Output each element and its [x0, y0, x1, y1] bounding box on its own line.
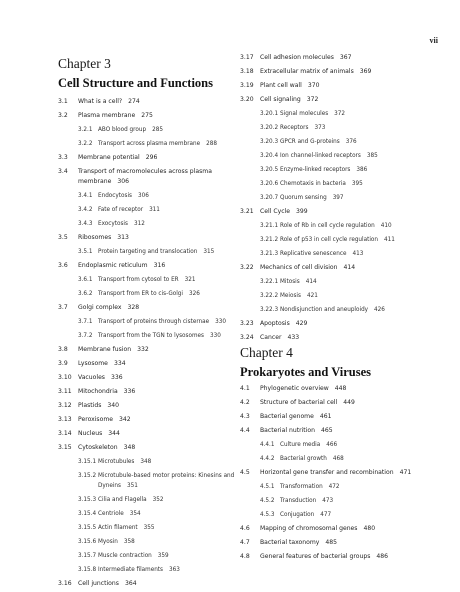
- toc-entry-number: 3.20.4: [260, 153, 279, 159]
- toc-entry-number: 3.18: [240, 68, 254, 75]
- toc-subsection-entry: [240, 165, 438, 175]
- toc-entry-page: 414: [305, 279, 317, 285]
- toc-entry-page: 340: [107, 402, 120, 409]
- chapter-4-title: Prokaryotes and Viruses: [240, 365, 372, 379]
- toc-entry-page: 376: [345, 139, 357, 145]
- toc-entry-number: 3.20.2: [260, 125, 279, 131]
- toc-entry-number: 3.1: [58, 98, 68, 105]
- toc-entry-page: 480: [363, 525, 376, 532]
- toc-entry-page: 426: [374, 307, 385, 313]
- toc-entry-page: 461: [319, 413, 332, 420]
- toc-entry-title: Extracellular matrix of animals: [260, 68, 354, 75]
- toc-entry-title: Endocytosis: [98, 193, 132, 199]
- toc-subsection-entry: [58, 495, 236, 505]
- toc-entry-title: Receptors: [280, 125, 309, 131]
- toc-entry-number: 3.6.2: [78, 291, 93, 297]
- toc-subsection-entry: [240, 109, 438, 119]
- toc-subsection-entry: [240, 440, 438, 450]
- toc-entry-title: Mechanics of cell division: [260, 264, 338, 271]
- toc-entry-page: 471: [399, 469, 412, 476]
- toc-entry-page: 306: [138, 193, 149, 199]
- toc-section-entry: [240, 524, 438, 534]
- toc-entry-number: 3.21.2: [260, 237, 279, 243]
- toc-entry-page: 313: [117, 234, 129, 241]
- toc-entry-title: Plasma membrane: [78, 112, 136, 119]
- toc-entry-page: 336: [123, 388, 136, 395]
- toc-entry-title: Membrane fusion: [78, 346, 132, 353]
- toc-entry-title: Bacterial nutrition: [260, 427, 315, 434]
- toc-entry-title: Replicative senescence: [280, 251, 347, 257]
- toc-entry-number: 3.15.8: [78, 567, 97, 573]
- toc-section-entry: [58, 373, 236, 383]
- toc-entry-page: 411: [384, 237, 395, 243]
- toc-section-entry: [240, 426, 438, 436]
- toc-entry-number: 4.4.2: [260, 456, 275, 462]
- toc-entry-title: Golgi complex: [78, 304, 122, 311]
- toc-entry-page: 399: [295, 208, 308, 215]
- toc-entry-title: Enzyme-linked receptors: [280, 167, 351, 173]
- toc-section-entry: [58, 401, 236, 411]
- toc-section-entry: [240, 95, 438, 105]
- toc-entry-page: 316: [153, 262, 166, 269]
- toc-entry-number: 3.22.3: [260, 307, 279, 313]
- toc-entry-title: Horizontal gene transfer and recombination: [260, 469, 394, 476]
- toc-entry-number: 3.17: [240, 54, 254, 61]
- toc-entry-title: Fate of receptor: [98, 207, 144, 213]
- toc-entry-page: 473: [322, 498, 334, 504]
- toc-entry-title: Peroxisome: [78, 416, 114, 423]
- toc-entry-page: 315: [203, 249, 215, 255]
- toc-entry-title: Protein targeting and translocation: [98, 249, 198, 255]
- toc-subsection-entry: [58, 247, 236, 257]
- toc-subsection-entry: [240, 277, 438, 287]
- toc-entry-page: 367: [339, 54, 352, 61]
- toc-entry-page: 486: [376, 553, 389, 560]
- toc-section-entry: [240, 319, 438, 329]
- toc-entry-title: Mitosis: [280, 279, 300, 285]
- toc-entry-title: Cilia and Flagella: [98, 497, 147, 503]
- toc-entry-number: 3.20.1: [260, 111, 279, 117]
- toc-entry-title: Intermediate filaments: [98, 567, 163, 573]
- toc-entry-title: ABO blood group: [98, 127, 147, 133]
- toc-section-entry: [58, 233, 236, 243]
- toc-entry-number: 3.15: [58, 444, 72, 451]
- toc-entry-title: Ribosomes: [78, 234, 112, 241]
- toc-entry-title: Microtubule-based motor proteins: Kinesins and Dyneins: [98, 473, 235, 489]
- toc-entry-number: 3.4.1: [78, 193, 93, 199]
- toc-entry-page: 344: [108, 430, 120, 437]
- toc-entry-number: 3.16: [58, 580, 72, 587]
- toc-entry-page: 348: [123, 444, 136, 451]
- toc-entry-title: Lysosome: [78, 360, 108, 367]
- toc-section-entry: [58, 303, 236, 313]
- toc-entry-title: Cell junctions: [78, 580, 119, 587]
- toc-subsection-entry: [58, 289, 236, 299]
- toc-entry-page: 477: [320, 512, 332, 518]
- toc-entry-number: 3.21.3: [260, 251, 279, 257]
- toc-entry-number: 3.22.2: [260, 293, 279, 299]
- toc-subsection-entry: [240, 123, 438, 133]
- toc-entry-number: 3.15.2: [78, 473, 97, 479]
- toc-entry-number: 3.4.3: [78, 221, 93, 227]
- toc-entry-number: 4.1: [240, 385, 250, 392]
- toc-entry-number: 3.2.1: [78, 127, 93, 133]
- toc-section-entry: [58, 345, 236, 355]
- toc-entry-page: 359: [157, 553, 169, 559]
- toc-entry-title: Cancer: [260, 334, 282, 341]
- toc-entry-number: 4.4.1: [260, 442, 275, 448]
- toc-entry-number: 3.12: [58, 402, 72, 409]
- toc-section-entry: [58, 443, 236, 453]
- toc-entry-page: 328: [127, 304, 140, 311]
- toc-entry-page: 296: [145, 154, 158, 161]
- toc-entry-number: 3.10: [58, 374, 72, 381]
- toc-entry-page: 342: [119, 416, 131, 423]
- toc-entry-number: 3.2.2: [78, 141, 93, 147]
- toc-entry-page: 364: [124, 580, 137, 587]
- toc-entry-page: 352: [152, 497, 164, 503]
- toc-entry-title: Role of p53 in cell cycle regulation: [280, 237, 378, 243]
- toc-entry-page: 410: [380, 223, 392, 229]
- toc-entry-title: Membrane potential: [78, 154, 140, 161]
- toc-entry-title: Endoplasmic reticulum: [78, 262, 148, 269]
- toc-entry-page: 285: [152, 127, 163, 133]
- toc-entry-title: Apoptosis: [260, 320, 290, 327]
- toc-entry-page: 330: [209, 333, 221, 339]
- toc-entry-title: General features of bacterial groups: [260, 553, 371, 560]
- page-number: vii: [429, 36, 438, 45]
- toc-entry-number: 4.7: [240, 539, 250, 546]
- toc-entry-number: 3.15.6: [78, 539, 97, 545]
- toc-entry-page: 355: [143, 525, 155, 531]
- toc-entry-number: 3.15.3: [78, 497, 97, 503]
- toc-subsection-entry: [58, 565, 236, 575]
- toc-section-entry: [240, 412, 438, 422]
- toc-section-entry: [240, 468, 438, 478]
- toc-entry-title: Transport of macromolecules across plasma membrane: [78, 168, 212, 185]
- toc-entry-page: 385: [366, 153, 378, 159]
- toc-section-entry: [240, 263, 438, 273]
- toc-entry-page: 288: [206, 141, 217, 147]
- toc-entry-title: Structure of bacterial cell: [260, 399, 338, 406]
- toc-entry-number: 3.22.1: [260, 279, 279, 285]
- toc-section-entry: [240, 81, 438, 91]
- toc-entry-title: Conjugation: [280, 512, 315, 518]
- toc-section-entry: [58, 387, 236, 397]
- toc-entry-title: Phylogenetic overview: [260, 385, 329, 392]
- toc-subsection-entry: [58, 509, 236, 519]
- toc-entry-number: 3.7: [58, 304, 68, 311]
- toc-entry-title: Muscle contraction: [98, 553, 152, 559]
- toc-entry-title: Transport of proteins through cisternae: [98, 319, 210, 325]
- toc-entry-page: 429: [295, 320, 308, 327]
- toc-entry-page: 449: [343, 399, 355, 406]
- toc-entry-title: Myosin: [98, 539, 118, 545]
- toc-subsection-entry: [58, 537, 236, 547]
- toc-entry-page: 358: [123, 539, 135, 545]
- toc-entry-number: 3.8: [58, 346, 68, 353]
- toc-entry-title: Exocytosis: [98, 221, 128, 227]
- toc-entry-title: Transport from cytosol to ER: [98, 277, 179, 283]
- toc-entry-title: What is a cell?: [78, 98, 123, 105]
- toc-entry-page: 414: [343, 264, 356, 271]
- toc-entry-number: 3.6: [58, 262, 68, 269]
- toc-entry-number: 3.2: [58, 112, 68, 119]
- toc-entry-title: Nucleus: [78, 430, 103, 437]
- toc-entry-title: GPCR and G-proteins: [280, 139, 340, 145]
- toc-entry-page: 332: [137, 346, 149, 353]
- toc-entry-title: Meiosis: [280, 293, 301, 299]
- chapter-3-label: Chapter 3: [58, 56, 111, 71]
- toc-entry-number: 3.15.4: [78, 511, 97, 517]
- toc-entry-page: 466: [326, 442, 338, 448]
- toc-entry-page: 372: [306, 96, 319, 103]
- toc-subsection-entry: [240, 496, 438, 506]
- toc-section-entry: [240, 538, 438, 548]
- toc-subsection-entry: [240, 291, 438, 301]
- toc-entry-page: 326: [189, 291, 200, 297]
- toc-subsection-entry: [240, 249, 438, 259]
- toc-entry-number: 3.7.1: [78, 319, 93, 325]
- toc-entry-number: 4.6: [240, 525, 250, 532]
- toc-subsection-entry: [58, 139, 236, 149]
- toc-entry-page: 311: [149, 207, 160, 213]
- toc-entry-title: Transport from the TGN to lysosomes: [98, 333, 204, 339]
- toc-entry-title: Centriole: [98, 511, 124, 517]
- toc-entry-number: 3.23: [240, 320, 254, 327]
- toc-subsection-entry: [58, 317, 236, 327]
- toc-entry-number: 3.6.1: [78, 277, 93, 283]
- toc-entry-title: Actin filament: [98, 525, 138, 531]
- toc-entry-page: 363: [169, 567, 180, 573]
- toc-entry-number: 3.19: [240, 82, 254, 89]
- toc-subsection-entry: [58, 125, 236, 135]
- toc-entry-number: 3.21.1: [260, 223, 279, 229]
- toc-section-entry: [58, 415, 236, 425]
- toc-entry-title: Transformation: [280, 484, 323, 490]
- toc-entry-number: 3.22: [240, 264, 254, 271]
- toc-section-entry: [240, 398, 438, 408]
- toc-entry-page: 421: [306, 293, 318, 299]
- toc-entry-number: 4.4: [240, 427, 250, 434]
- toc-entry-page: 372: [334, 111, 346, 117]
- toc-entry-page: 485: [325, 539, 338, 546]
- toc-entry-title: Bacterial growth: [280, 456, 327, 462]
- toc-subsection-entry: [240, 193, 438, 203]
- toc-subsection-entry: [240, 454, 438, 464]
- toc-entry-number: 3.5: [58, 234, 68, 241]
- toc-section-entry: [240, 384, 438, 394]
- toc-entry-title: Cytoskeleton: [78, 444, 118, 451]
- toc-section-entry: [58, 429, 236, 439]
- toc-entry-number: 3.15.1: [78, 459, 97, 465]
- toc-entry-number: 4.2: [240, 399, 250, 406]
- toc-entry-page: 433: [287, 334, 300, 341]
- toc-entry-page: 306: [117, 178, 129, 185]
- toc-entry-title: Cell adhesion molecules: [260, 54, 334, 61]
- toc-entry-number: 3.20: [240, 96, 254, 103]
- toc-entry-number: 4.3: [240, 413, 250, 420]
- toc-entry-page: 321: [184, 277, 196, 283]
- toc-entry-title: Cell Cycle: [260, 208, 290, 215]
- toc-subsection-entry: [58, 219, 236, 229]
- toc-entry-number: 3.20.6: [260, 181, 279, 187]
- toc-entry-page: 413: [352, 251, 364, 257]
- toc-entry-title: Culture media: [280, 442, 321, 448]
- toc-subsection-entry: [58, 471, 236, 491]
- toc-section-entry: [240, 333, 438, 343]
- toc-entry-number: 3.3: [58, 154, 68, 161]
- toc-entry-page: 448: [334, 385, 347, 392]
- toc-entry-page: 373: [314, 125, 326, 131]
- toc-entry-number: 4.5: [240, 469, 250, 476]
- toc-entry-number: 3.4: [58, 168, 68, 175]
- toc-entry-page: 397: [332, 195, 344, 201]
- toc-subsection-entry: [240, 305, 438, 315]
- toc-entry-title: Chemotaxis in bacteria: [280, 181, 346, 187]
- toc-entry-page: 395: [351, 181, 363, 187]
- toc-entry-title: Bacterial taxonomy: [260, 539, 320, 546]
- toc-entry-title: Bacterial genome: [260, 413, 314, 420]
- toc-entry-number: 3.20.3: [260, 139, 279, 145]
- toc-entry-title: Vacuoles: [78, 374, 105, 381]
- toc-entry-page: 336: [111, 374, 123, 381]
- toc-subsection-entry: [58, 191, 236, 201]
- toc-entry-page: 334: [113, 360, 126, 367]
- toc-subsection-entry: [240, 137, 438, 147]
- toc-entry-page: 370: [307, 82, 320, 89]
- toc-entry-title: Mitochondria: [78, 388, 118, 395]
- toc-section-entry: [58, 261, 236, 271]
- toc-entry-number: 3.15.7: [78, 553, 97, 559]
- toc-entry-title: Plant cell wall: [260, 82, 302, 89]
- toc-entry-number: 3.20.7: [260, 195, 279, 201]
- toc-subsection-entry: [58, 457, 236, 467]
- toc-entry-page: 369: [359, 68, 372, 75]
- toc-entry-title: Plastids: [78, 402, 102, 409]
- toc-entry-number: 3.14: [58, 430, 72, 437]
- toc-entry-number: 3.15.5: [78, 525, 97, 531]
- toc-section-entry: [240, 53, 438, 63]
- toc-entry-page: 312: [133, 221, 145, 227]
- toc-entry-number: 3.5.1: [78, 249, 93, 255]
- toc-subsection-entry: [240, 221, 438, 231]
- toc-subsection-entry: [240, 151, 438, 161]
- toc-entry-title: Mapping of chromosomal genes: [260, 525, 358, 532]
- toc-entry-number: 3.7.2: [78, 333, 93, 339]
- toc-entry-number: 3.9: [58, 360, 68, 367]
- toc-entry-number: 4.5.1: [260, 484, 275, 490]
- toc-entry-number: 3.11: [58, 388, 72, 395]
- toc-entry-title: Transport across plasma membrane: [98, 141, 201, 147]
- toc-entry-title: Quorum sensing: [280, 195, 327, 201]
- toc-entry-number: 3.4.2: [78, 207, 93, 213]
- toc-entry-title: Role of Rb in cell cycle regulation: [280, 223, 375, 229]
- toc-entry-page: 348: [140, 459, 152, 465]
- toc-entry-number: 3.21: [240, 208, 254, 215]
- toc-section-entry: [240, 207, 438, 217]
- toc-section-entry: [58, 111, 236, 121]
- toc-section-entry: [58, 97, 236, 107]
- toc-entry-page: 386: [356, 167, 368, 173]
- toc-subsection-entry: [240, 179, 438, 189]
- toc-subsection-entry: [240, 482, 438, 492]
- toc-entry-page: 351: [127, 483, 138, 489]
- toc-entry-page: 275: [141, 112, 153, 119]
- toc-entry-number: 3.13: [58, 416, 72, 423]
- toc-entry-page: 468: [332, 456, 344, 462]
- toc-subsection-entry: [58, 331, 236, 341]
- chapter-4-label: Chapter 4: [240, 345, 293, 360]
- toc-entry-title: Ion channel-linked receptors: [280, 153, 361, 159]
- toc-subsection-entry: [58, 523, 236, 533]
- toc-subsection-entry: [58, 275, 236, 285]
- toc-subsection-entry: [58, 205, 236, 215]
- toc-section-entry: [240, 552, 438, 562]
- toc-section-entry: [58, 153, 236, 163]
- toc-section-entry: [240, 67, 438, 77]
- toc-entry-page: 274: [128, 98, 140, 105]
- toc-entry-number: 4.5.3: [260, 512, 275, 518]
- toc-subsection-entry: [240, 235, 438, 245]
- toc-entry-page: 472: [328, 484, 340, 490]
- toc-entry-number: 3.24: [240, 334, 254, 341]
- toc-entry-title: Cell signaling: [260, 96, 301, 103]
- toc-entry-number: 3.20.5: [260, 167, 279, 173]
- toc-entry-title: Nondisjunction and aneuploidy: [280, 307, 369, 313]
- toc-section-entry: [58, 167, 236, 187]
- toc-entry-page: 465: [320, 427, 333, 434]
- toc-entry-title: Transport from ER to cis-Golgi: [98, 291, 183, 297]
- toc-entry-title: Signal molecules: [280, 111, 329, 117]
- toc-entry-number: 4.8: [240, 553, 250, 560]
- toc-entry-page: 354: [129, 511, 141, 517]
- toc-section-entry: [58, 579, 236, 589]
- toc-section-entry: [58, 359, 236, 369]
- chapter-3-title: Cell Structure and Functions: [58, 76, 213, 90]
- toc-entry-title: Transduction: [280, 498, 317, 504]
- toc-entry-title: Microtubules: [98, 459, 135, 465]
- toc-subsection-entry: [240, 510, 438, 520]
- toc-subsection-entry: [58, 551, 236, 561]
- toc-entry-number: 4.5.2: [260, 498, 275, 504]
- toc-entry-page: 330: [215, 319, 227, 325]
